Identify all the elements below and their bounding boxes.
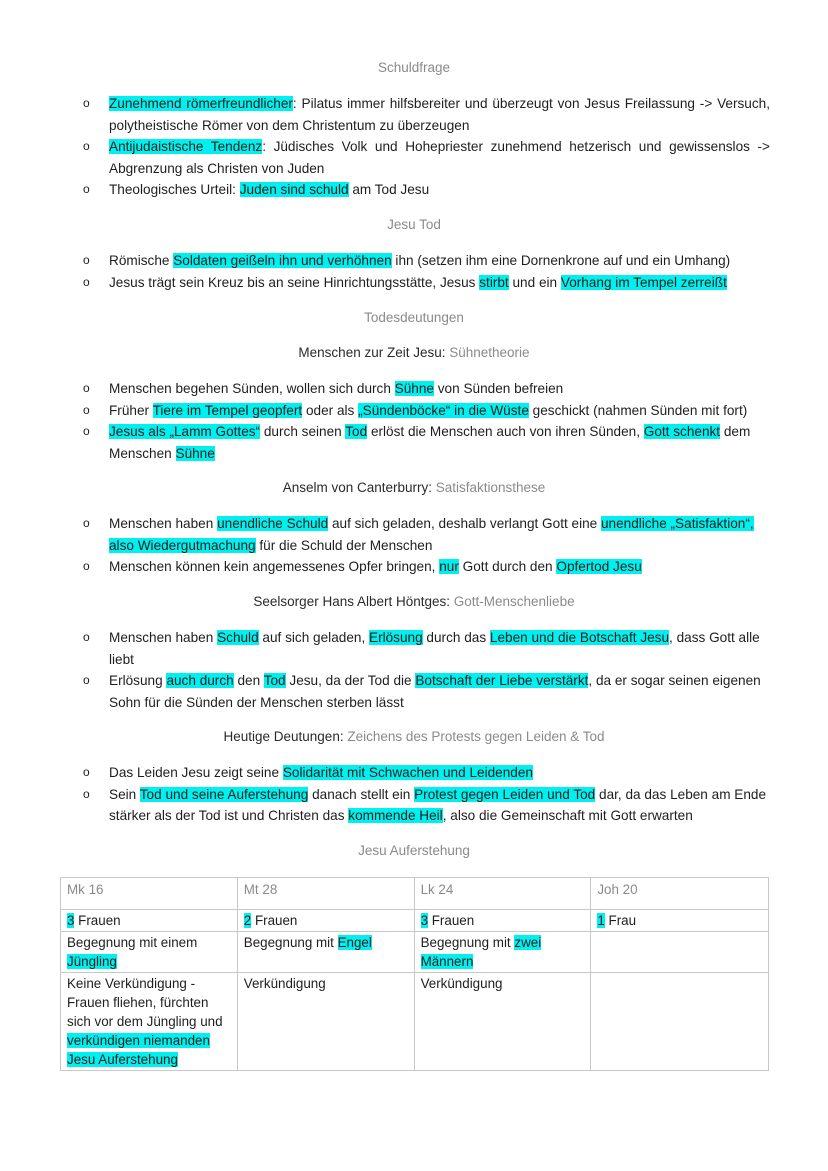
list-item: o Sein Tod und seine Auferstehung danach stellt ein Protest gegen Leiden und Tod dar, da das Leben am Ende stärker als der Tod ist und Christen das kommende Heil, also die Gemeinschaft mit Gott erwarten [0,784,828,827]
table-header-row [61,878,769,910]
list-item: o Menschen haben unendliche Schuld auf sich geladen, deshalb verlangt Gott eine unendliche „Satisfaktion“, also Wiedergutmachung für die Schuld der Menschen [0,513,828,556]
bullet: o [83,402,90,417]
bullet: o [83,630,90,644]
header-cell-lk: Lk 24 [414,878,591,910]
table-cell [591,932,769,973]
list-satisfaktionsthese [0,513,828,578]
subheading-satisfaktionsthese: Anselm von Canterburry: Satisfaktionsthese [282,480,546,495]
header-cell-joh: Joh 20 [591,878,769,910]
bullet: o [83,381,90,395]
bullet: o [83,673,90,687]
bullet: o [83,274,90,289]
list-item: o Römische Soldaten geißeln ihn und verhöhnen ihn (setzen ihm eine Dornenkrone auf und ein Umhang) [0,250,828,272]
bullet: o [83,424,90,438]
header-cell-mk: Mk 16 [61,878,238,910]
bullet: o [83,253,90,267]
subheading-suehnetheorie: Menschen zur Zeit Jesu: Sühnetheorie [298,345,530,360]
table-cell [591,973,769,1071]
list-item: o Erlösung auch durch den Tod Jesu, da der Tod die Botschaft der Liebe verstärkt, da er sogar seinen eigenen Sohn für die Sünden der Menschen sterben lässt [0,670,828,713]
bullet: o [83,516,90,530]
header-cell-mt: Mt 28 [237,878,414,910]
list-schuldfrage [0,93,828,201]
heading-jesu-auferstehung: Jesu Auferstehung [358,843,470,858]
table-row [61,932,769,973]
list-item: o Früher Tiere im Tempel geopfert oder als „Sündenböcke“ in die Wüste geschickt (nahmen Sünden mit fort) [0,400,828,422]
list-heutige-deutungen [0,762,828,827]
list-item: o Menschen können kein angemessenes Opfer bringen, nur Gott durch den Opfertod Jesu [0,556,828,578]
heading-todesdeutungen: Todesdeutungen [364,310,464,325]
heading-schuldfrage: Schuldfrage [377,60,451,75]
subheading-gott-menschenliebe: Seelsorger Hans Albert Höntges: Gott-Menschenliebe [253,594,575,609]
list-suehnetheorie [0,378,828,464]
bullet: o [83,139,90,153]
table-cell: Begegnung mit Engel [237,932,414,973]
list-item: o Jesus trägt sein Kreuz bis an seine Hinrichtungsstätte, Jesus stirbt und ein Vorhang im Tempel zerreißt [0,272,828,294]
list-item: o Menschen haben Schuld auf sich geladen, Erlösung durch das Leben und die Botschaft Jesu, dass Gott alle liebt [0,627,828,670]
list-gott-menschenliebe [0,627,828,713]
table-row [61,973,769,1071]
heading-jesu-tod: Jesu Tod [387,217,441,232]
table-cell: Begegnung mit zwei Männern [414,932,591,973]
table-cell: 3 Frauen [414,910,591,932]
list-item: o Menschen begehen Sünden, wollen sich durch Sühne von Sünden befreien [0,378,828,400]
bullet: o [83,96,90,110]
subheading-protest: Heutige Deutungen: Zeichens des Protests gegen Leiden & Tod [223,729,605,744]
list-item: o Das Leiden Jesu zeigt seine Solidarität mit Schwachen und Leidenden [0,762,828,784]
table-cell: 2 Frauen [237,910,414,932]
list-jesu-tod [0,250,828,293]
table-cell: Verkündigung [237,973,414,1071]
auferstehung-table [60,877,769,1071]
table-cell: 3 Frauen [61,910,238,932]
table-cell: Begegnung mit einem Jüngling [61,932,238,973]
bullet: o [83,786,90,801]
list-item: o Jesus als „Lamm Gottes“ durch seinen Tod erlöst die Menschen auch von ihren Sünden, Gott schenkt dem Menschen Sühne [0,421,828,464]
table-row [61,910,769,932]
table-cell: Keine Verkündigung -Frauen fliehen, fürchten sich vor dem Jüngling und verkündigen niemanden Jesu Auferstehung [61,973,238,1071]
list-item: o Antijudaistische Tendenz: Jüdisches Volk und Hohepriester zunehmend hetzerisch und gewissenslos -> Abgrenzung als Christen von Juden [0,136,828,179]
table-cell: Verkündigung [414,973,591,1071]
list-item: o Theologisches Urteil: Juden sind schuld am Tod Jesu [0,179,828,201]
list-item: o Zunehmend römerfreundlicher: Pilatus immer hilfsbereiter und überzeugt von Jesus Freilassung -> Versuch, polytheistische Römer von dem Christentum zu überzeugen [0,93,828,136]
table-cell: 1 Frau [591,910,769,932]
bullet: o [83,765,90,779]
bullet: o [83,559,90,573]
bullet: o [83,182,90,196]
